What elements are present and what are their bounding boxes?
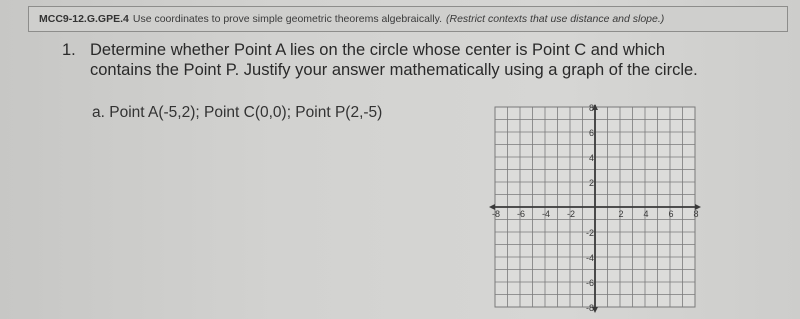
question-1 [62, 40, 782, 80]
standard-header [28, 6, 788, 32]
part-a-text: a. Point A(-5,2); Point C(0,0); Point P(2,-5) [92, 104, 383, 121]
question-line-1: Determine whether Point A lies on the circle whose center is Point C and which [90, 41, 666, 59]
y-tick-label: 2 [588, 178, 594, 188]
question-line-2: contains the Point P. Justify your answer mathematically using a graph of the circle. [90, 61, 698, 79]
question-text [90, 40, 782, 80]
y-tick-label: 4 [588, 153, 594, 163]
x-tick-label: 4 [643, 209, 649, 219]
x-tick-label: 6 [668, 209, 674, 219]
y-tick-label: 8 [588, 104, 594, 113]
y-tick-label: -4 [585, 253, 594, 263]
y-tick-label: 6 [588, 128, 594, 138]
x-tick-label: 2 [618, 209, 624, 219]
standard-description: Use coordinates to prove simple geometric theorems algebraically. [132, 13, 442, 25]
x-tick-label: -6 [516, 209, 526, 219]
x-tick-label: -2 [566, 209, 576, 219]
coordinate-grid[interactable] [485, 104, 701, 319]
question-number: 1. [62, 41, 76, 59]
coordinate-grid-svg[interactable] [485, 104, 701, 319]
x-tick-label: -4 [541, 209, 551, 219]
x-tick-label: -8 [491, 209, 501, 219]
x-tick-label: 8 [693, 209, 699, 219]
y-tick-label: -6 [585, 278, 594, 288]
standard-restriction: (Restrict contexts that use distance and slope.) [446, 13, 665, 25]
y-tick-label: -8 [585, 303, 594, 313]
y-tick-label: -2 [585, 228, 594, 238]
standard-code: MCC9-12.G.GPE.4 [39, 13, 129, 25]
